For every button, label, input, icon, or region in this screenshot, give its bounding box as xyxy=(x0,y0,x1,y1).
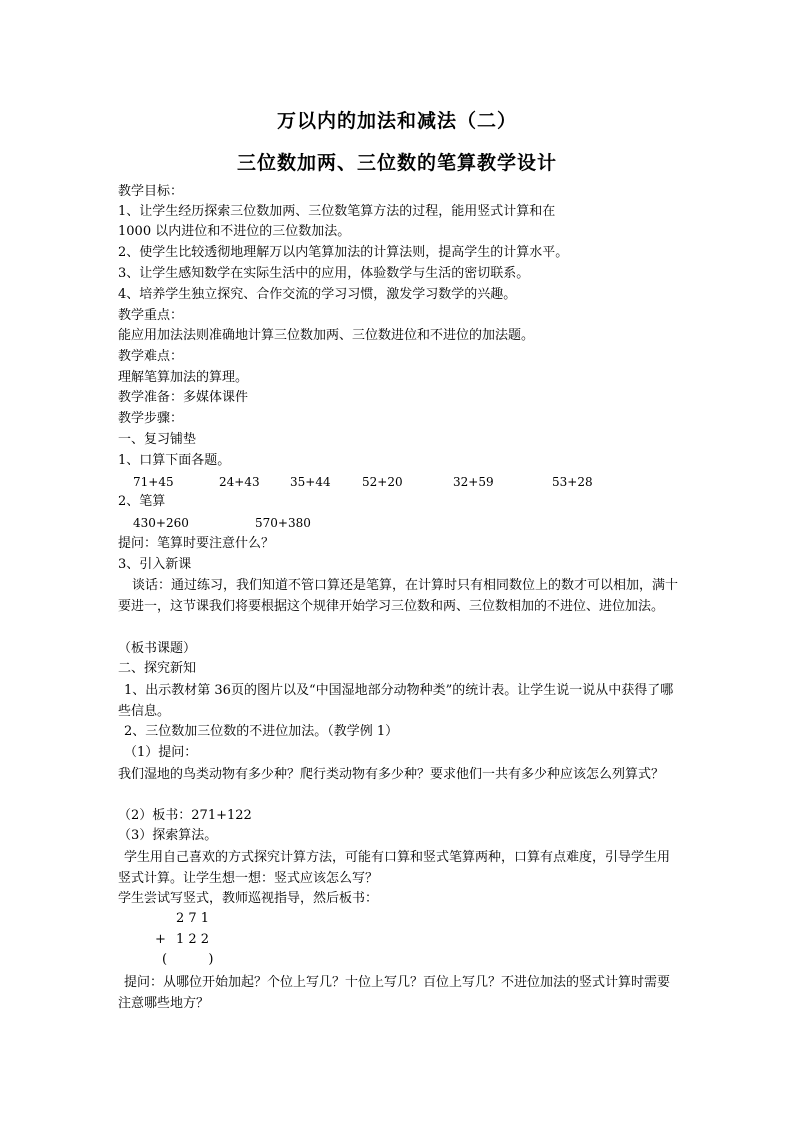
preparation: 教学准备：多媒体课件 xyxy=(118,390,249,405)
review-heading: 一、复习铺垫 xyxy=(118,432,197,447)
document-subtitle: 三位数加两、三位数的笔算教学设计 xyxy=(236,152,557,174)
final-question: 提问：从哪位开始加起？个位上写几？十位上写几？百位上写几？不进位加法的竖式计算时需要注意哪些地方？ xyxy=(118,975,671,1011)
method-description: 学生用自己喜欢的方式探究计算方法，可能有口算和竖式笔算两种，口算有点难度，引导学生用竖式计算。让学生想一想：竖式应该怎么写？ xyxy=(118,850,671,886)
review-question: 提问：笔算时要注意什么？ xyxy=(118,536,275,551)
difficulty-heading: 教学难点： xyxy=(118,349,184,364)
difficulty-text: 理解笔算加法的算理。 xyxy=(118,370,249,385)
oral-calc-item: 71+45 xyxy=(133,475,174,489)
explore-step-1: 1、出示教材第 36页的图片以及“中国湿地部分动物种类”的统计表。让学生说一说从中获得了哪些信息。 xyxy=(118,683,674,719)
oral-calc-heading: 1、口算下面各题。 xyxy=(118,453,231,468)
objective-1-line-2: 1000 以内进位和不进位的三位数加法。 xyxy=(118,224,351,239)
oral-calc-item: 24+43 xyxy=(219,475,260,489)
objective-1-line-1: 1、让学生经历探索三位数加两、三位数笔算方法的过程，能用竖式计算和在 xyxy=(118,204,556,219)
objective-4: 4、培养学生独立探究、合作交流的学习习惯，激发学习数学的兴趣。 xyxy=(118,287,517,302)
oral-calc-item: 53+28 xyxy=(552,475,593,489)
explore-step-2: 2、三位数加三位数的不进位加法。（教学例 1） xyxy=(124,724,399,739)
written-calc-item: 570+380 xyxy=(255,516,311,530)
oral-calc-item: 35+44 xyxy=(290,475,331,489)
objective-3: 3、让学生感知数学在实际生活中的应用，体验数学与生活的密切联系。 xyxy=(118,266,530,281)
intro-talk: 谈话：通过练习，我们知道不管口算还是笔算，在计算时只有相同数位上的数才可以相加，满十要进一，这节课我们将要根据这个规律开始学习三位数和两、三位数相加的不进位、进位加法。 xyxy=(118,578,679,614)
student-try: 学生尝试写竖式，教师巡视指导，然后板书： xyxy=(118,891,379,906)
explore-heading: 二、探究新知 xyxy=(118,661,197,676)
board-title: （板书课题） xyxy=(118,641,197,656)
key-point-text: 能应用加法法则准确地计算三位数加两、三位数进位和不进位的加法题。 xyxy=(118,328,535,343)
document-title: 万以内的加法和减法（二） xyxy=(276,110,517,132)
vertical-result-blank: ( ) xyxy=(162,952,214,967)
explore-algorithm: （3）探索算法。 xyxy=(118,828,218,843)
vertical-plus-sign: + xyxy=(155,932,166,947)
written-calc-heading: 2、笔算 xyxy=(118,494,166,509)
written-calc-item: 430+260 xyxy=(133,516,189,530)
intro-heading: 3、引入新课 xyxy=(118,557,192,572)
question-1-label: （1）提问： xyxy=(124,745,198,760)
oral-calc-item: 32+59 xyxy=(453,475,494,489)
vertical-top-number: 2 7 1 xyxy=(176,911,210,926)
board-writing: （2）板书：271+122 xyxy=(118,808,252,823)
vertical-bottom-number: 1 2 2 xyxy=(176,932,210,947)
question-1-text: 我们湿地的鸟类动物有多少种？爬行类动物有多少种？要求他们一共有多少种应该怎么列算式？ xyxy=(118,767,665,782)
objective-2: 2、使学生比较透彻地理解万以内笔算加法的计算法则，提高学生的计算水平。 xyxy=(118,245,569,260)
key-point-heading: 教学重点： xyxy=(118,308,184,323)
objectives-heading: 教学目标： xyxy=(118,184,184,199)
steps-heading: 教学步骤： xyxy=(118,411,184,426)
oral-calc-item: 52+20 xyxy=(362,475,403,489)
